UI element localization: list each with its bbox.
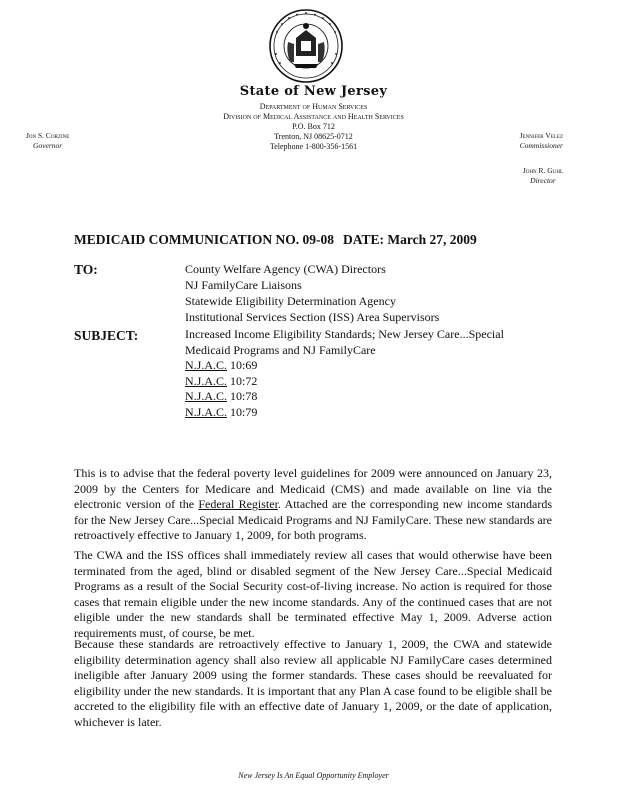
recipient-list	[185, 261, 439, 325]
subject-block	[185, 327, 504, 420]
director-block	[523, 166, 563, 186]
federal-register-reference: Federal Register	[198, 497, 278, 512]
communication-number: MEDICAID COMMUNICATION NO. 09-08	[74, 232, 334, 247]
footer-text: New Jersey Is An Equal Opportunity Employer	[238, 771, 389, 780]
njac-reference	[185, 405, 504, 421]
njac-code: 10:79	[230, 404, 258, 419]
njac-prefix: N.J.A.C.	[185, 404, 228, 419]
recipient-item: County Welfare Agency (CWA) Directors	[185, 262, 386, 276]
governor-name: Jon S. Corzine	[26, 131, 70, 140]
body-paragraph-1	[74, 466, 552, 544]
director-title: Director	[530, 176, 556, 185]
department-name: Department of Human Services	[259, 102, 368, 111]
city-address: Trenton, NJ 08625-0712	[274, 132, 353, 141]
state-name-heading: State of New Jersey	[239, 84, 388, 99]
to-label: TO:	[74, 262, 98, 277]
recipient-item: NJ FamilyCare Liaisons	[185, 278, 302, 292]
recipient-item: Statewide Eligibility Determination Agency	[185, 294, 396, 308]
body-paragraph-3: Because these standards are retroactively effective to January 1, 2009, the CWA and statewide eligibility determination agency shall also review all applicable NJ FamilyCare cases determined ineligible after January 2009 using the former standards. These cases should be reevaluated for eligibility under the new standards. It is important that any Plan A case found to be eligible shall be accreted to the eligibility file with an effective date of January 1, 2009, or the date of application, whichever is later.	[74, 637, 552, 729]
po-box: P.O. Box 712	[292, 122, 335, 131]
subject-line: Increased Income Eligibility Standards; New Jersey Care...Special	[185, 327, 504, 341]
subject-line: Medicaid Programs and NJ FamilyCare	[185, 342, 376, 357]
commissioner-title: Commissioner	[519, 141, 563, 150]
subject-label: SUBJECT:	[74, 328, 139, 343]
communication-date: DATE: March 27, 2009	[343, 232, 477, 247]
njac-prefix: N.J.A.C.	[185, 389, 228, 403]
commissioner-block	[520, 131, 563, 151]
njac-reference	[185, 389, 504, 405]
director-name: John R. Guhl	[522, 166, 563, 175]
njac-code: 10:72	[230, 373, 258, 388]
state-seal-icon	[268, 8, 344, 84]
commissioner-name: Jennifer Velez	[519, 131, 563, 140]
njac-prefix: N.J.A.C.	[185, 358, 228, 372]
governor-block	[26, 131, 69, 151]
recipient-item: Institutional Services Section (ISS) Area Supervisors	[185, 310, 440, 324]
njac-reference	[185, 374, 504, 390]
body-paragraph-2: The CWA and the ISS offices shall immediately review all cases that would otherwise have been terminated from the aged, blind or disabled segment of the New Jersey Care...Special Medicaid Programs as a result of the Social Security cost-of-living increase. No action is required for those cases that remain eligible under the new income standards. Any of the continued cases that are not eligible under the new standards shall be terminated effective May 1, 2009. Adverse action requirements must, of course, be met.	[74, 548, 552, 640]
telephone: Telephone 1-800-356-1561	[269, 142, 358, 151]
p1-text-a: This is to advise that the federal poverty level guidelines for 2009 were announced on January 23, 2009 by the Centers for Medicare and Medicaid (CMS) and made available on line via the electronic version of the	[74, 466, 552, 512]
governor-title: Governor	[33, 141, 63, 150]
njac-prefix: N.J.A.C.	[185, 373, 228, 388]
njac-reference	[185, 358, 504, 374]
division-name: Division of Medical Assistance and Health Services	[223, 112, 404, 121]
njac-code: 10:69	[230, 358, 258, 372]
njac-code: 10:78	[230, 389, 258, 403]
p1-text-b: . Attached are the corresponding new income standards for the New Jersey Care...Special Medicaid Programs and NJ FamilyCare. These new standards are retroactively effective to January 1, 2009, for both programs.	[74, 497, 552, 543]
